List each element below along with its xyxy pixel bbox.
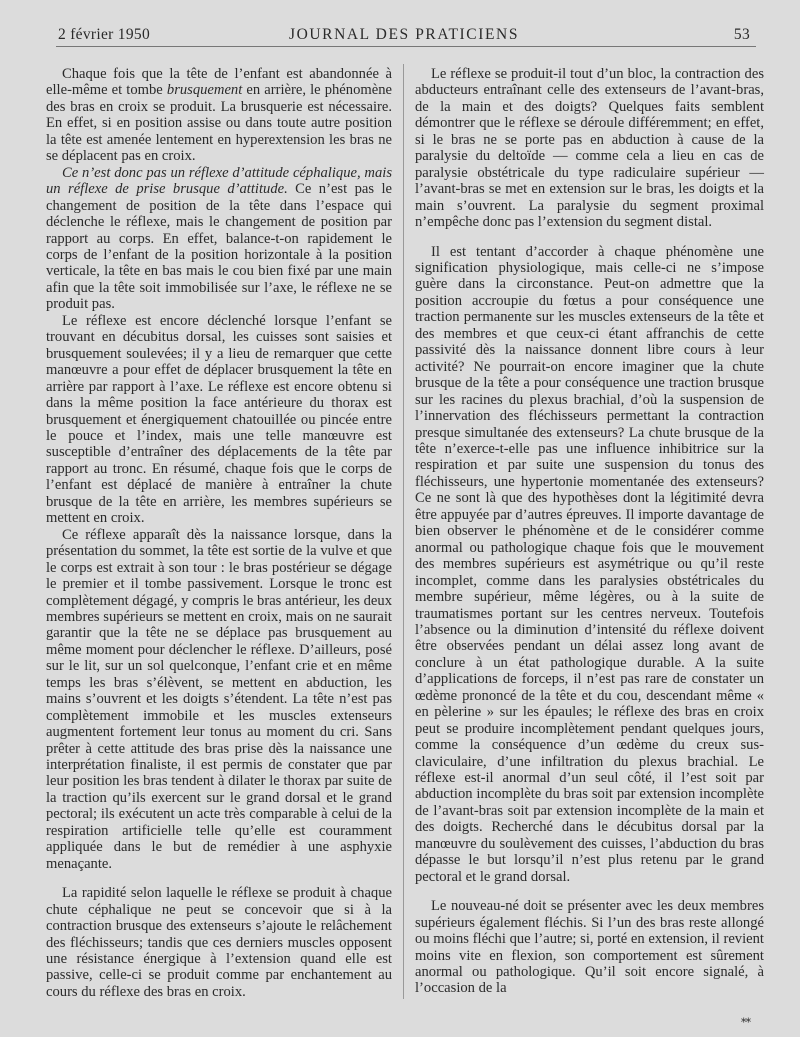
emphasis: Ce n’est donc pas un réflexe d’attitude céphalique, mais un réflexe de prise brusque d’attitude. [46, 164, 392, 198]
paragraph: La rapidité selon laquelle le réflexe se produit à chaque chute céphalique ne peut se concevoir que si à la contraction brusque des extenseurs s’ajoute le relâchement des fléchisseurs; tandis que ces derniers muscles opposent une résistance énergique à l’extension quand elle est passive, celle-ci se produit comme par enchantement au cours du réflexe des bras en croix. [46, 885, 392, 1000]
journal-title: JOURNAL DES PRATICIENS [288, 26, 520, 43]
paragraph [46, 165, 392, 313]
emphasis: brusquement [166, 82, 243, 99]
text-run: Chaque fois que la tête de l’enfant est abandonnée à elle-même et tombe [46, 66, 392, 99]
right-column [415, 66, 764, 997]
paragraph [46, 66, 392, 165]
text-run: Ce n’est pas le changement de position de la tête dans l’espace qui déclenche le réflexe, mais le changement de position par rapport au corps. En effet, balance-t-on rapidement le corps de l’enfant de la position horizontale à la position verticale, la tête en bas mais le cou bien fixé par une main afin que la tête soit immobilisée sur l’axe, le réflexe ne se produit pas. [46, 181, 392, 313]
paragraph: Le nouveau-né doit se présenter avec les deux membres supérieurs également fléchis. Si l’un des bras reste allongé ou moins fléchi que l’autre; si, porté en extension, il revient moins vite en flexion, son comportement est sûrement anormal ou pathologique. Qu’il soit encore signalé, à l’occasion de la [415, 898, 764, 997]
text-run: en arrière, le phénomène des bras en croix se produit. La brusquerie est nécessaire. En effet, si en position assise ou dans toute autre position la tête est amenée lentement en hyperextension les bras ne se déplacent pas en croix. [46, 82, 392, 165]
running-header [58, 22, 750, 44]
page-number: 53 [733, 26, 750, 43]
paragraph: Le réflexe est encore déclenché lorsque l’enfant se trouvant en décubitus dorsal, les cuisses sont saisies et brusquement soulevées; il y a lieu de remarquer que cette manœuvre a pour effet de déplacer brusquement la tête en arrière par rapport à l’axe. Le réflexe est encore obtenu si dans la même position la face antérieure du thorax est brusquement et énergiquement chatouillée ou pincée entre le pouce et l’index, mais une telle manœuvre est susceptible d’entraîner des déplacements de la tête par rapport au tronc. En résumé, chaque fois que le corps de l’enfant est déplacé de manière à entraîner la chute brusque de la tête en arrière, les membres supérieurs se mettent en croix. [46, 312, 392, 527]
left-column [46, 66, 392, 1000]
footer-mark: ** [741, 1016, 750, 1029]
column-divider [403, 64, 404, 999]
paragraph: Le réflexe se produit-il tout d’un bloc, la contraction des abducteurs entraînant celle des extenseurs de l’avant-bras, de la main et des doigts? Quelques faits semblent démontrer que le réflexe se déroule différemment; en effet, si le bras ne se porte pas en abduction à cause de la paralysie du deltoïde — comme cela a lieu en cas de paralysie obstétricale du type radiculaire supérieur — l’avant-bras se met en extension sur le bras, les doigts et la main s’ouvrent. La paralysie du segment proximal n’empêche donc pas l’extension du segment distal. [415, 66, 764, 231]
paragraph: Il est tentant d’accorder à chaque phénomène une signification physiologique, mais celle-ci ne s’impose guère dans la circonstance. Peut-on admettre que la position accroupie du fœtus a pour conséquence une traction permanente sur les muscles extenseurs de la tête et des membres et que ceux-ci étant affranchis de cette passivité dès la naissance donnent libre cours à leur activité? Ne pourrait-on encore imaginer que la chute brusque de la tête a pour conséquence une traction brusque sur les racines du plexus brachial, d’où la suspension de l’innervation des fléchisseurs permettant la contraction presque simultanée des extenseurs? La chute brusque de la tête n’exerce-t-elle pas une influence inhibitrice sur la respiration et par suite une suspension du tonus des fléchisseurs, une hypertonie momentanée des extenseurs? Ce ne sont là que des hypothèses dont la légitimité devra être appuyée par d’autres épreuves. Il importe davantage de bien observer le phénomène et de le considérer comme anormal ou pathologique chaque fois que le mouvement des membres supérieurs est asymétrique ou qu’il reste incomplet, comme dans les paralysies obstétricales du membre supérieur, même légères, ou à la suite de traumatismes portant sur les centres nerveux. Toutefois l’absence ou la diminution d’intensité du réflexe doivent être observées pendant un délai assez long avant de conclure à un état pathologique durable. A la suite d’applications de forceps, il n’est pas rare de constater un œdème prononcé de la tête et du cou, descendant même « en pèlerine » sur les épaules; le réflexe des bras en croix peut se produire incomplètement pendant quelques jours, comme la conséquence d’un œdème du creux sus-claviculaire, d’une infiltration du plexus brachial. Le réflexe est-il anormal d’un seul côté, il l’est soit par abduction incomplète du bras soit par extension incomplète de l’avant-bras soit par extension incomplète de la main et des doigts. Recherché dans le décubitus dorsal par la manœuvre du soulèvement des cuisses, l’abduction du bras dépasse le but lorsqu’il n’est plus retenu par le grand pectoral et le grand dorsal. [415, 243, 764, 885]
paragraph: Ce réflexe apparaît dès la naissance lorsque, dans la présentation du sommet, la tête est sortie de la vulve et que le corps est extrait à son tour : le bras postérieur se dégage le premier et il tombe passivement. Lorsque le tronc est complètement dégagé, y compris le bras antérieur, les deux membres supérieurs se mettent en croix, mais on ne saurait garantir que la tête ne se déplace pas brusquement au même moment pour déclencher le réflexe. D’ailleurs, posé sur le lit, sur un sol quelconque, l’enfant crie et en même temps les bras s’élèvent, se mettent en abduction, les mains s’ouvrent et les doigts s’étendent. La tête n’est pas complètement immobile et les muscles extenseurs augmentent fortement leur tonus au moment du cri. Sans prêter à cette attitude des bras prise dès la naissance une interprétation finaliste, il est permis de constater que par leur position les bras tendent à dilater le thorax par suite de la traction qu’ils exercent sur le grand dorsal et le grand pectoral; ils exécutent un acte très comparable à celui de la respiration artificielle telle qu’elle est couramment appliquée dans le but de remédier à une asphyxie menaçante. [46, 526, 392, 872]
header-rule [56, 46, 756, 47]
issue-date: 2 février 1950 [58, 26, 151, 43]
